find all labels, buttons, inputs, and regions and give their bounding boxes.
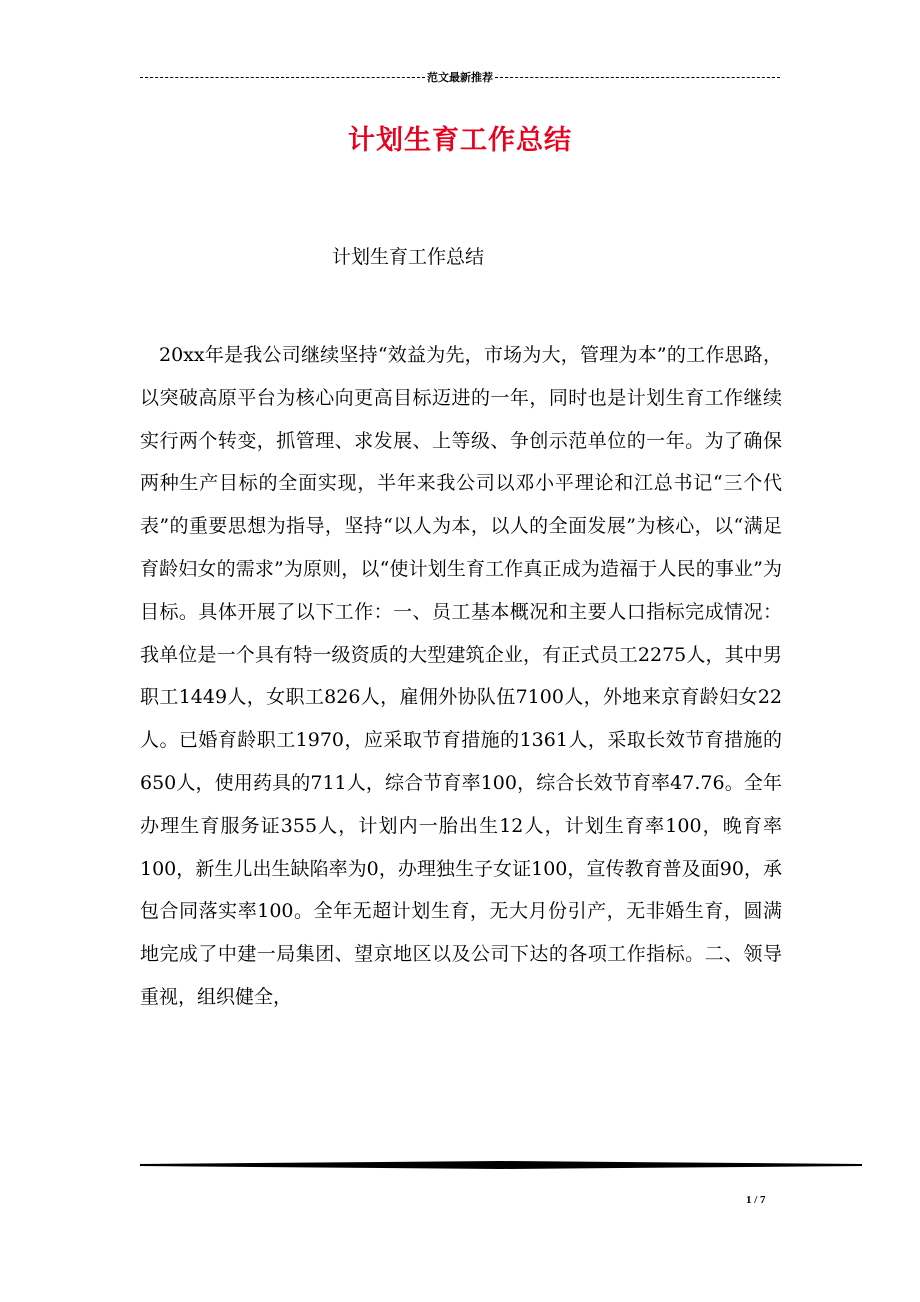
document-title: 计划生育工作总结 — [348, 125, 572, 156]
header-dashes-right — [495, 77, 780, 78]
page-header — [140, 68, 780, 86]
page-number: 1 / 7 — [746, 1194, 766, 1206]
body-paragraph: 20xx年是我公司继续坚持“效益为先，市场为大，管理为本”的工作思路，以突破高原平台为核心向更高目标迈进的一年，同时也是计划生育工作继续实行两个转变，抓管理、求发展、上等级、争创示范单位的一年。为了确保两种生产目标的全面实现，半年来我公司以邓小平理论和江总书记“三个代表”的重要思想为指导，坚持“以人为本，以人的全面发展”为核心，以“满足育龄妇女的需求”为原则，以“使计划生育工作真正成为造福于人民的事业”为目标。具体开展了以下工作：一、员工基本概况和主要人口指标完成情况：我单位是一个具有特一级资质的大型建筑企业，有正式员工2275人，其中男职工1449人，女职工826人，雇佣外协队伍7100人，外地来京育龄妇女22人。已婚育龄职工1970，应采取节育措施的1361人，采取长效节育措施的650人，使用药具的711人，综合节育率100，综合长效节育率47.76。全年办理生育服务证355人，计划内一胎出生12人，计划生育率100，晚育率100，新生儿出生缺陷率为0，办理独生子女证100，宣传教育普及面90，承包合同落实率100。全年无超计划生育，无大月份引产，无非婚生育，圆满地完成了中建一局集团、望京地区以及公司下达的各项工作指标。二、领导重视，组织健全， — [140, 344, 782, 1008]
header-label: 范文最新推荐 — [427, 71, 493, 84]
header-dashes-left — [140, 77, 425, 78]
footer-rule — [140, 1158, 862, 1172]
document-subtitle: 计划生育工作总结 — [332, 246, 485, 268]
